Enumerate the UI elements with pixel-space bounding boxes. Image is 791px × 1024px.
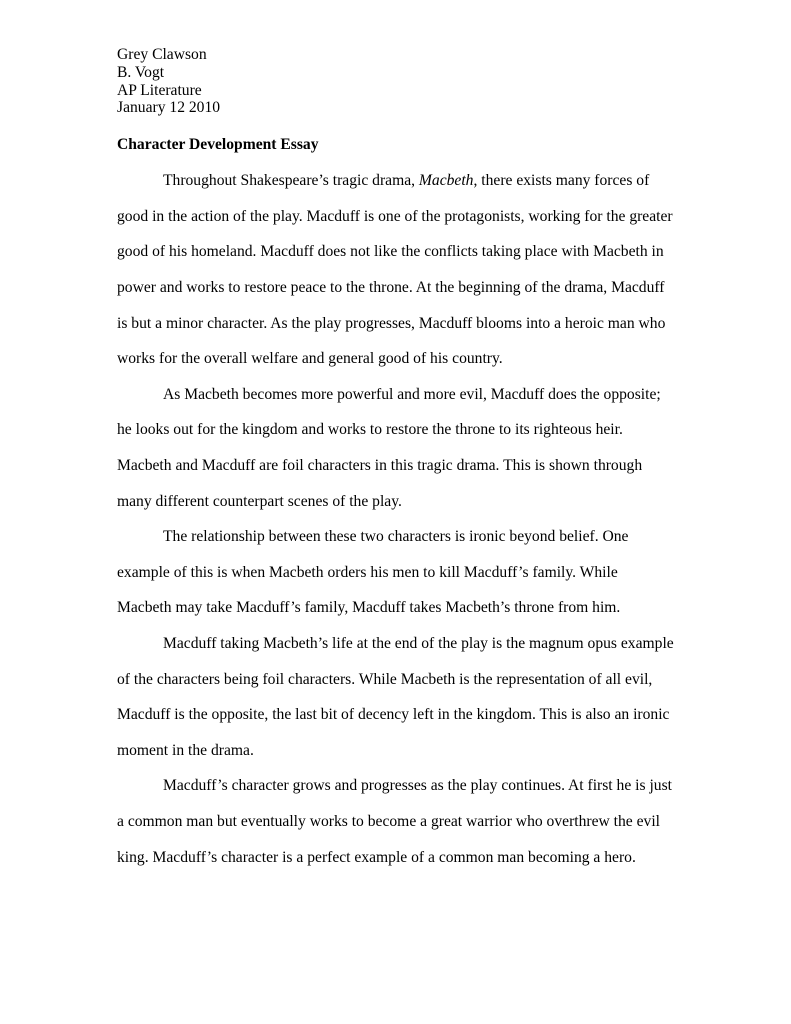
teacher-name: B. Vogt [117,63,165,81]
essay-title: Character Development Essay [117,136,319,153]
play-title-italic: Macbeth [418,172,474,189]
author-name: Grey Clawson [117,46,207,63]
body-line: moment in the drama. [117,742,254,759]
body-line: example of this is when Macbeth orders his men to kill Macduff’s family. While [117,564,618,581]
body-line: Macduff’s character grows and progresses as the play continues. At first he is just [163,777,672,794]
body-line: As Macbeth becomes more powerful and more evil, Macduff does the opposite; [163,386,661,403]
body-line: many different counterpart scenes of the play. [117,493,402,510]
body-line-text: , there exists many forces of [473,172,650,189]
body-line: Macbeth may take Macduff’s family, Macduff takes Macbeth’s throne from him. [117,599,621,616]
body-line: Macbeth and Macduff are foil characters in this tragic drama. This is shown through [117,457,643,474]
body-line: of the characters being foil characters. While Macbeth is the representation of all evil, [117,671,653,688]
body-line: good of his homeland. Macduff does not like the conflicts taking place with Macbeth in [117,243,664,260]
body-line: Macduff taking Macbeth’s life at the end of the play is the magnum opus example [163,635,674,652]
header-block [117,46,220,117]
body-line-text: Throughout Shakespeare’s tragic drama, [163,172,419,189]
body-line: is but a minor character. As the play progresses, Macduff blooms into a heroic man who [117,315,666,332]
body-line: king. Macduff’s character is a perfect example of a common man becoming a hero. [117,849,636,866]
essay-date: January 12 2010 [117,99,221,117]
body-line: works for the overall welfare and general good of his country. [117,350,503,367]
body-line: a common man but eventually works to become a great warrior who overthrew the evil [117,813,661,830]
body-line [163,172,649,190]
course-name: AP Literature [117,81,202,99]
body-line: The relationship between these two characters is ironic beyond belief. One [163,528,629,545]
body-line: he looks out for the kingdom and works to restore the throne to its righteous heir. [117,421,623,438]
body-line: power and works to restore peace to the throne. At the beginning of the drama, Macduff [117,279,665,296]
body-line: Macduff is the opposite, the last bit of decency left in the kingdom. This is also an ironic [117,706,670,723]
body-line: good in the action of the play. Macduff is one of the protagonists, working for the greater [117,208,673,225]
